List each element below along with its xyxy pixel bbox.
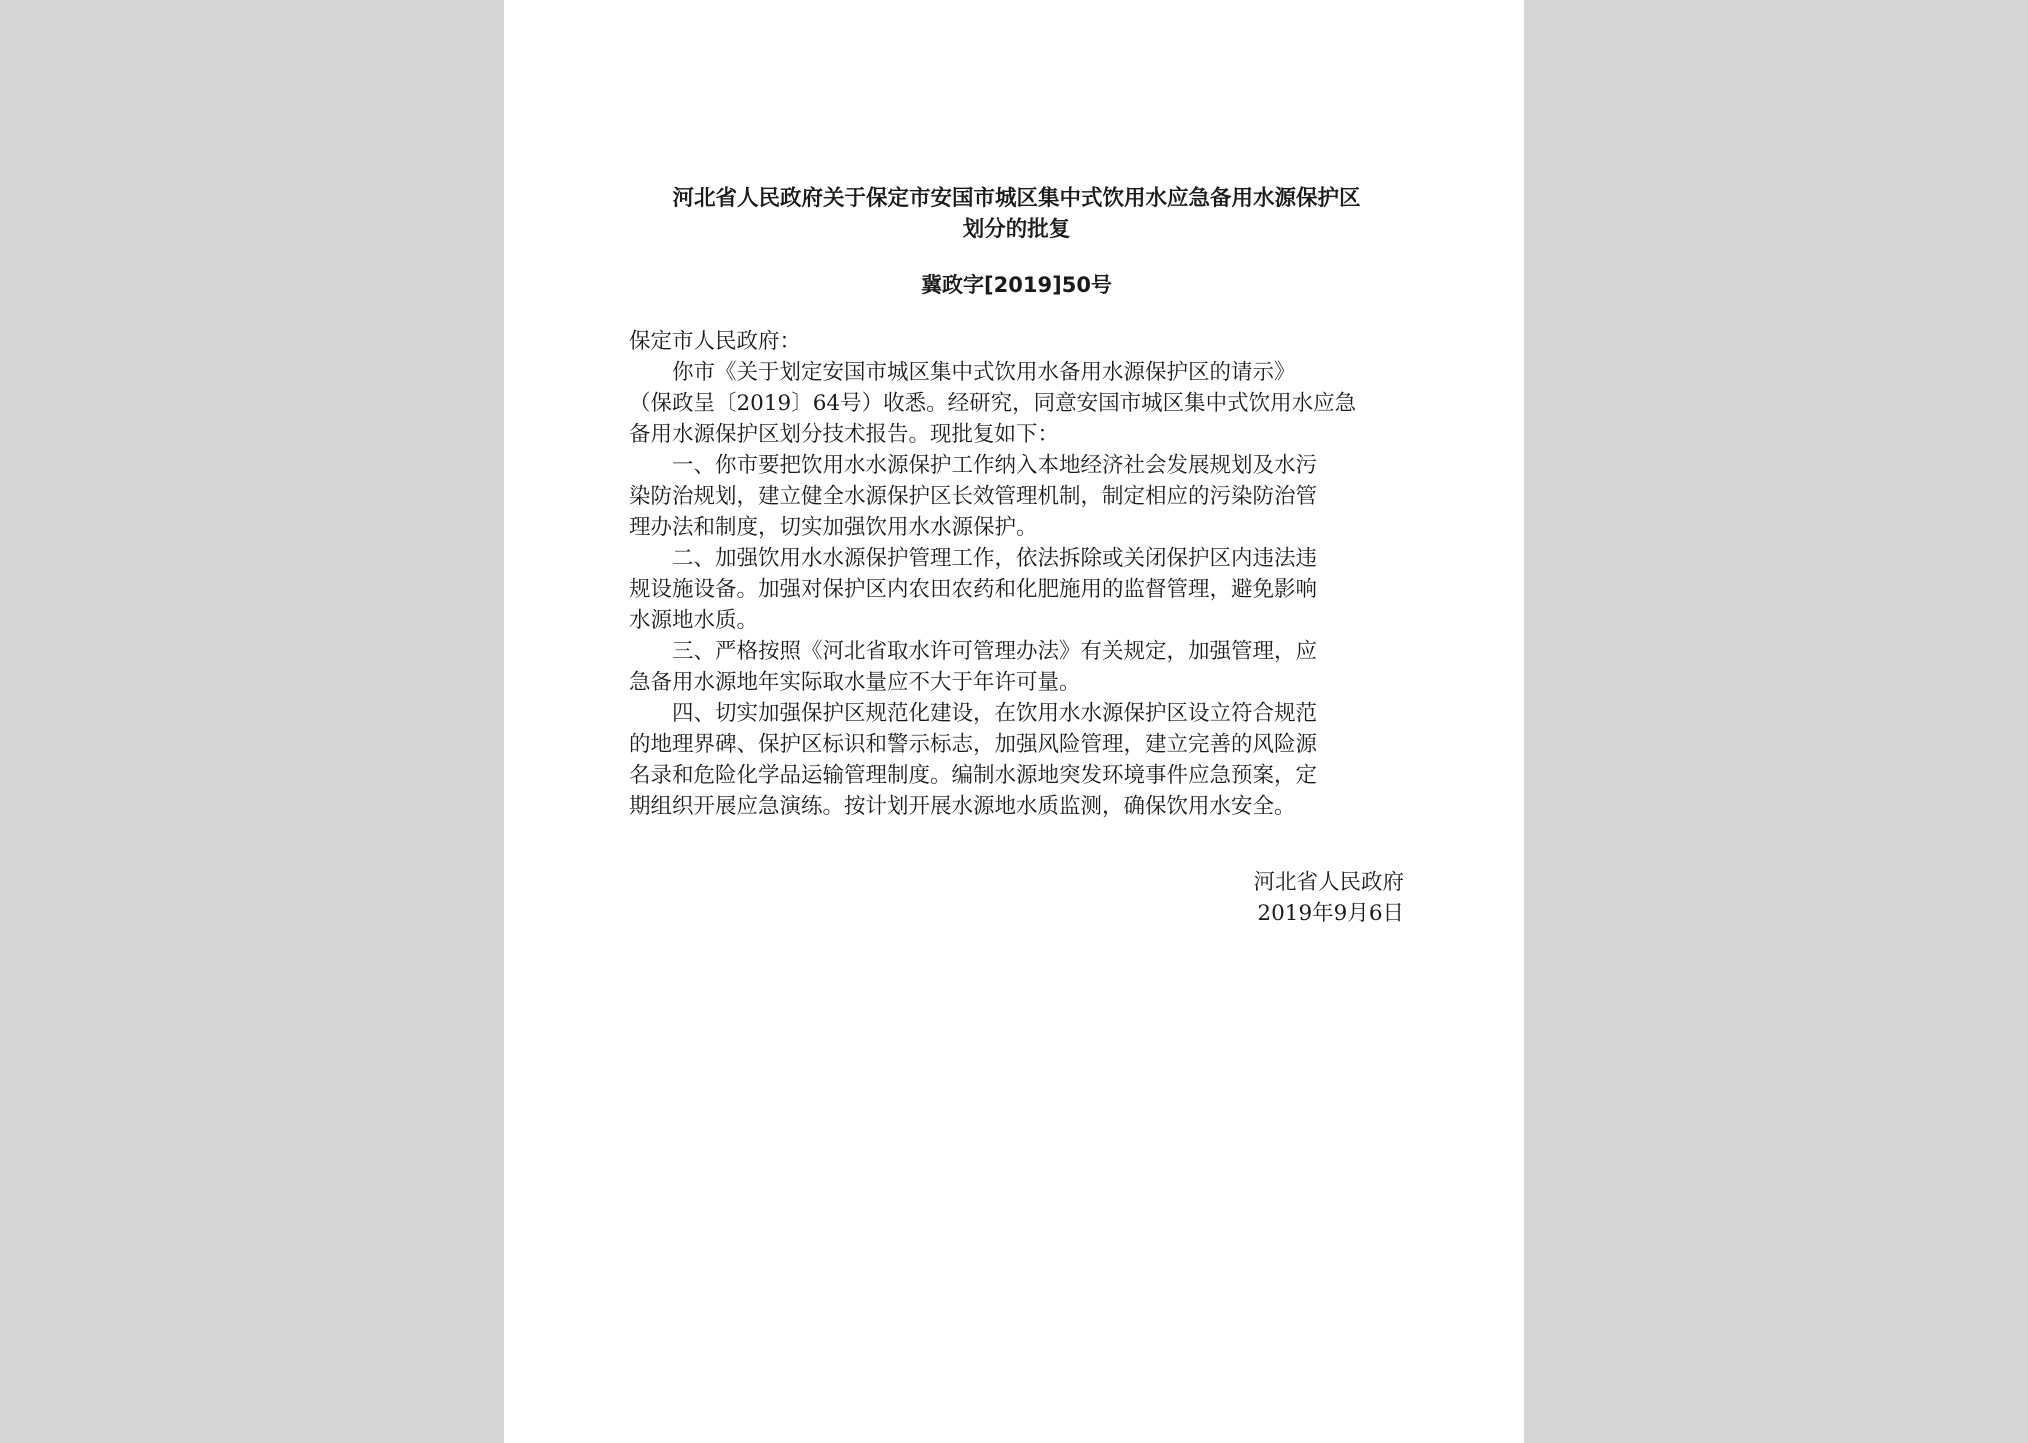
paragraph-line: 你市《关于划定安国市城区集中式饮用水备用水源保护区的请示》 — [629, 360, 1296, 385]
paragraph-line: 三、严格按照《河北省取水许可管理办法》有关规定，加强管理，应 — [629, 639, 1318, 664]
paragraph-line: 备用水源保护区划分技术报告。现批复如下： — [629, 422, 1060, 447]
paragraph-line: 名录和危险化学品运输管理制度。编制水源地突发环境事件应急预案，定 — [629, 763, 1318, 788]
paragraph-line: 期组织开展应急演练。按计划开展水源地水质监测，确保饮用水安全。 — [629, 794, 1296, 819]
paragraph-item-1 — [629, 450, 1404, 543]
paragraph-line: （保政呈〔2019〕64号）收悉。经研究，同意安国市城区集中式饮用水应急 — [629, 391, 1357, 416]
paragraph-line: 理办法和制度，切实加强饮用水水源保护。 — [629, 515, 1038, 540]
paragraph-line: 二、加强饮用水水源保护管理工作，依法拆除或关闭保护区内违法违 — [629, 546, 1318, 571]
salutation: 保定市人民政府： — [629, 329, 802, 354]
paragraph-line: 一、你市要把饮用水水源保护工作纳入本地经济社会发展规划及水污 — [629, 453, 1318, 478]
signature-date: 2019年9月6日 — [1257, 901, 1404, 926]
document-page — [504, 0, 1524, 1443]
paragraph-item-3 — [629, 636, 1404, 698]
document-title — [629, 183, 1404, 245]
paragraph-intro — [629, 357, 1404, 450]
paragraph-line: 四、切实加强保护区规范化建设，在饮用水水源保护区设立符合规范 — [629, 701, 1318, 726]
paragraph-line: 染防治规划，建立健全水源保护区长效管理机制，制定相应的污染防治管 — [629, 484, 1318, 509]
paragraph-item-2 — [629, 543, 1404, 636]
signature-issuer: 河北省人民政府 — [1253, 870, 1404, 895]
paragraph-line: 的地理界碑、保护区标识和警示标志，加强风险管理，建立完善的风险源 — [629, 732, 1318, 757]
signature-block — [629, 867, 1404, 929]
document-number: 冀政字[2019]50号 — [921, 273, 1112, 297]
document-content — [629, 183, 1404, 929]
paragraph-line: 规设施设备。加强对保护区内农田农药和化肥施用的监督管理，避免影响 — [629, 577, 1318, 602]
paragraph-item-4 — [629, 698, 1404, 822]
title-line: 河北省人民政府关于保定市安国市城区集中式饮用水应急备用水源保护区 — [672, 186, 1361, 211]
paragraph-line: 急备用水源地年实际取水量应不大于年许可量。 — [629, 670, 1081, 695]
paragraph-line: 水源地水质。 — [629, 608, 759, 633]
title-line: 划分的批复 — [962, 217, 1071, 242]
